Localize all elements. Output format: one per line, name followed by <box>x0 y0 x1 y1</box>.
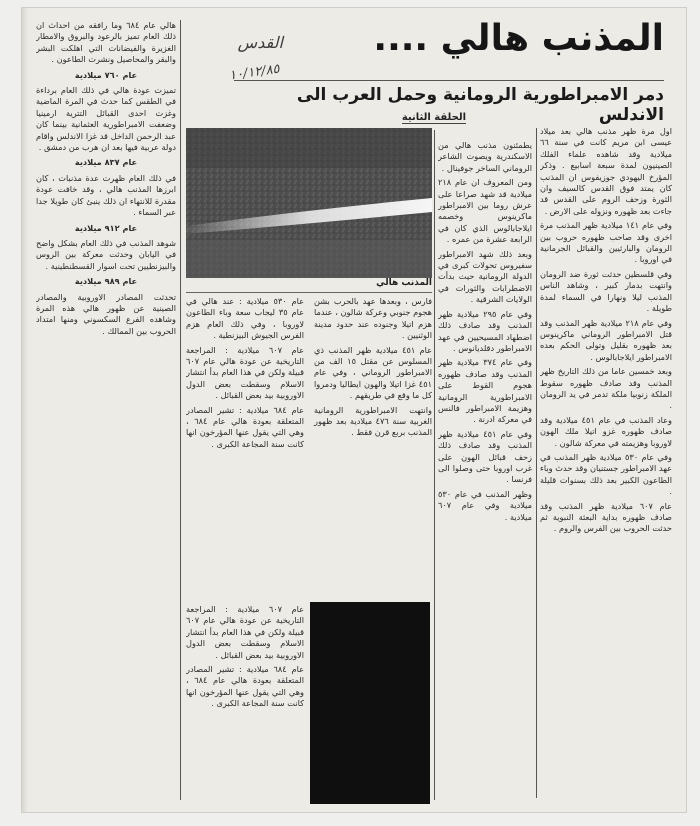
column-paragraph: وانتهت الامبراطورية الرومانية الغربية سنة ٤٧٦ ميلادية بعد ظهور المذنب بربع قرن فقط . <box>314 404 432 438</box>
column-paragraph: وفي عام ٥٣٠ ميلادية ظهر المذنب في عهد الامبراطور جستنيان وقد حدث وباء الطاعون الكبير بعد ذلك بسنوات قليلة . <box>540 451 672 497</box>
column-paragraph: وفي عام ١٤١ ميلادية ظهر المذنب مرة اخرى وقد صاحب ظهوره حروب بين الرومان والبارثيين والقبائل الجرمانية في اوروبا . <box>540 220 672 265</box>
column-paragraph: عام ٦٠٧ ميلادية ظهر المذنب وقد صادف ظهوره بداية البعثة النبوية ثم حدثت الحروب بين الفرس والروم . <box>540 500 672 534</box>
article-column-3-lower <box>186 604 304 802</box>
column-paragraph: هالي عام ٦٨٤ وما رافقه من احداث ان ذلك العام تميز بالرعود والبروق والامطار الغزيرة والفيضانات التي اهلكت البشر والبقر والمحاصيل ونشرت الطاعون . <box>36 20 176 65</box>
column-divider <box>180 20 181 800</box>
column-paragraph: وظهر المذنب في عام ٥٣٠ ميلادية وفي عام ٦٠٧ ميلادية . <box>438 488 532 522</box>
scan-edge-shadow <box>22 8 28 812</box>
article-column-4 <box>36 20 176 802</box>
column-paragraph: عام ٦٨٤ ميلادية : تشير المصادر المتعلقة بعودة هالي عام ٦٨٤ ، وهي التي يقول عنها المؤرخون انها كانت سنة المجاعة الكبرى . <box>186 404 304 449</box>
article-column-1 <box>540 126 672 802</box>
column-paragraph: وفي عام ٢١٨ ميلادية ظهر المذنب وقد قتل الامبراطور الروماني ماكرينوس بعد ظهوره بقليل وتولى الحكم بعده الامبراطور ايلاجابالوس . <box>540 317 672 362</box>
handwritten-source: القدس <box>237 33 283 52</box>
column-divider <box>434 130 435 800</box>
column-paragraph: عام ٥٣٠ ميلادية : عند هالي في عام ٣٥ ليجاب سعة وباء الطاعون لاوروبا ، وفي ذلك العام هزم الفرس الجيوش البيزنطية . <box>186 296 305 341</box>
article-column-2 <box>438 140 532 802</box>
article-title: المذنب هالي .... <box>373 18 664 59</box>
handwritten-date: ١٠/١٢/٨٥ <box>228 61 281 84</box>
article-column-3 <box>186 296 432 596</box>
year-heading: عام ٩١٢ ميلادية <box>74 222 138 233</box>
column-paragraph: وعاد المذنب في عام ٤٥١ ميلادية وقد صادف ظهوره غزو اتيلا ملك الهون لاوروبا وهزيمته في معركة شالون . <box>540 414 672 448</box>
column-paragraph: عام ٦٠٧ ميلادية : المراجعة التاريخية عن عودة هالي عام ٦٠٧ قبيلة ولكن في هذا العام بدأ انتشار الاسلام وسقطت بعض الدول الاوروبية بيد بعض القبائل . <box>186 344 304 401</box>
column-paragraph: تميزت عودة هالي في ذلك العام برداءة في الطقس كما حدث في المرة الماضية وغزت احدى القبائل التترية ارمينيا وضعفت الامبراطورية العثمانية بينما كان عبد الرحمن الداخل قد غزا الاندلس واقام دولة عربية فيها بعد ان هرب من دمشق . <box>36 85 176 153</box>
column-paragraph: عام ٦٨٤ ميلادية : تشير المصادر المتعلقة بعودة هالي عام ٦٨٤ ، وهي التي يقول عنها المؤرخون انها كانت سنة المجاعة الكبرى . <box>186 664 304 709</box>
year-heading: عام ٨٣٧ ميلادية <box>74 157 138 168</box>
column-paragraph: يطمئنون مذنب هالي من الاسكندرية ويصوت الشاعر الروماني الساخر جوفينال . <box>438 140 532 173</box>
column-paragraph: اول مرة ظهر مذنب هالي بعد ميلاد عيسى ابن مريم كانت في سنة ٦٦ ميلادية وقد شاهده علماء الفلك الصينيون لمدة سبعة اسابيع . وذكر المؤرخ اليهودي جوزيفوس ان المذنب كان يمتد فوق القدس كالسيف وان الثورة وزحف الروم على القدس قد جاءت بعد ظهوره ونزوله على الارض . <box>540 126 672 216</box>
column-paragraph: وفي عام ٣٧٤ ميلادية ظهر المذنب وقد صادف ظهوره هجوم القوط على الامبراطورية الرومانية وهزيمة الامبراطور فالنس في معركة ادرنة . <box>438 357 532 425</box>
column-paragraph: وفي عام ٤٥١ ميلادية ظهر المذنب وقد صادف ذلك زحف قبائل الهون على غرب اوروبا حتى وصلوا الى فرنسا . <box>438 428 532 485</box>
episode-label: الحلقة الثانية <box>401 112 466 123</box>
column-paragraph: شوهد المذنب في ذلك العام بشكل واضح في اليابان وحدثت معركة بين الروس والبيزنطيين تحت اسوار القسطنطينية . <box>36 237 176 271</box>
column-paragraph: عام ٦٠٧ ميلادية : المراجعة التاريخية عن عودة هالي عام ٦٠٧ قبيلة ولكن في هذا العام بدأ انتشار الاسلام وسقطت بعض الدول الاوروبية بيد بعض القبائل . <box>186 604 304 660</box>
column-paragraph: وبعد ذلك شهد الامبراطور سفيروس تحولات كبرى في الدولة الرومانية حيث بدأت الاضطرابات والثورات في الولايات الشرقية . <box>438 248 532 305</box>
column-paragraph: تحدثت المصادر الاوروبية والمصادر الصينية عن ظهور هالي هذه المرة وشاهده الفرع السكسوني ومنها امتداد الحروب بين الممالك . <box>36 291 176 336</box>
photo-caption: المذنب هالي <box>186 278 432 293</box>
column-paragraph: وبعد خمسين عاما من ذلك التاريخ ظهر المذنب وقد صادف ظهوره سقوط الملكة زنوبيا ملكة تدمر في يد الرومان . <box>540 366 672 411</box>
column-paragraph: عام ٤٥١ ميلادية ظهر المذنب ذي المسلوس عن مقتل ١٥ الف من الامبراطور الروماني ، وفي عام ٤٥١ غزا اتيلا والهون ايطاليا ودمروا كل ما وقع في طريقهم . <box>314 344 432 401</box>
column-paragraph: في ذلك العام ظهرت عدة مذنبات ، كان ابرزها المذنب هالي ، وقد خافت عودة مقدرة للانتهاء ان ذلك ينبئ كان طويلا جدا عبر السماء . <box>36 172 176 218</box>
column-paragraph: ومن المعروف ان عام ٢١٨ ميلادية قد شهد صراعا على عرش روما بين الامبراطور ماكرينوس وخصمه ايلاجابالوس الذي كان في الرابعة عشرة من عمره . <box>438 177 532 245</box>
column-paragraph: فارس ، وبعدها عهد بالحرب بشن هجوم جنوبي وعركة شالون ، عندما هزم اتيلا وجنوده عند حدود مدينة الوثنيين . <box>314 296 432 341</box>
column-paragraph: وفي عام ٢٩٥ ميلادية ظهر المذنب وقد صادف ذلك اضطهاد المسيحيين في عهد الامبراطور دقلديانوس . <box>438 308 532 353</box>
column-paragraph: وفي قلسطين حدثت ثورة ضد الرومان وانتهت بدمار كبير ، وشاهد الناس المذنب ليلا ونهارا في السماء لمدة طويلة . <box>540 268 672 314</box>
column-divider <box>536 128 537 798</box>
redacted-area <box>310 602 430 804</box>
year-heading: عام ٩٨٩ ميلادية <box>74 276 138 287</box>
article-subtitle: دمر الامبراطورية الرومانية وحمل العرب الى الاندلس <box>234 80 664 125</box>
year-heading: عام ٧٦٠ ميلادية <box>74 69 138 80</box>
comet-photo <box>186 128 432 278</box>
